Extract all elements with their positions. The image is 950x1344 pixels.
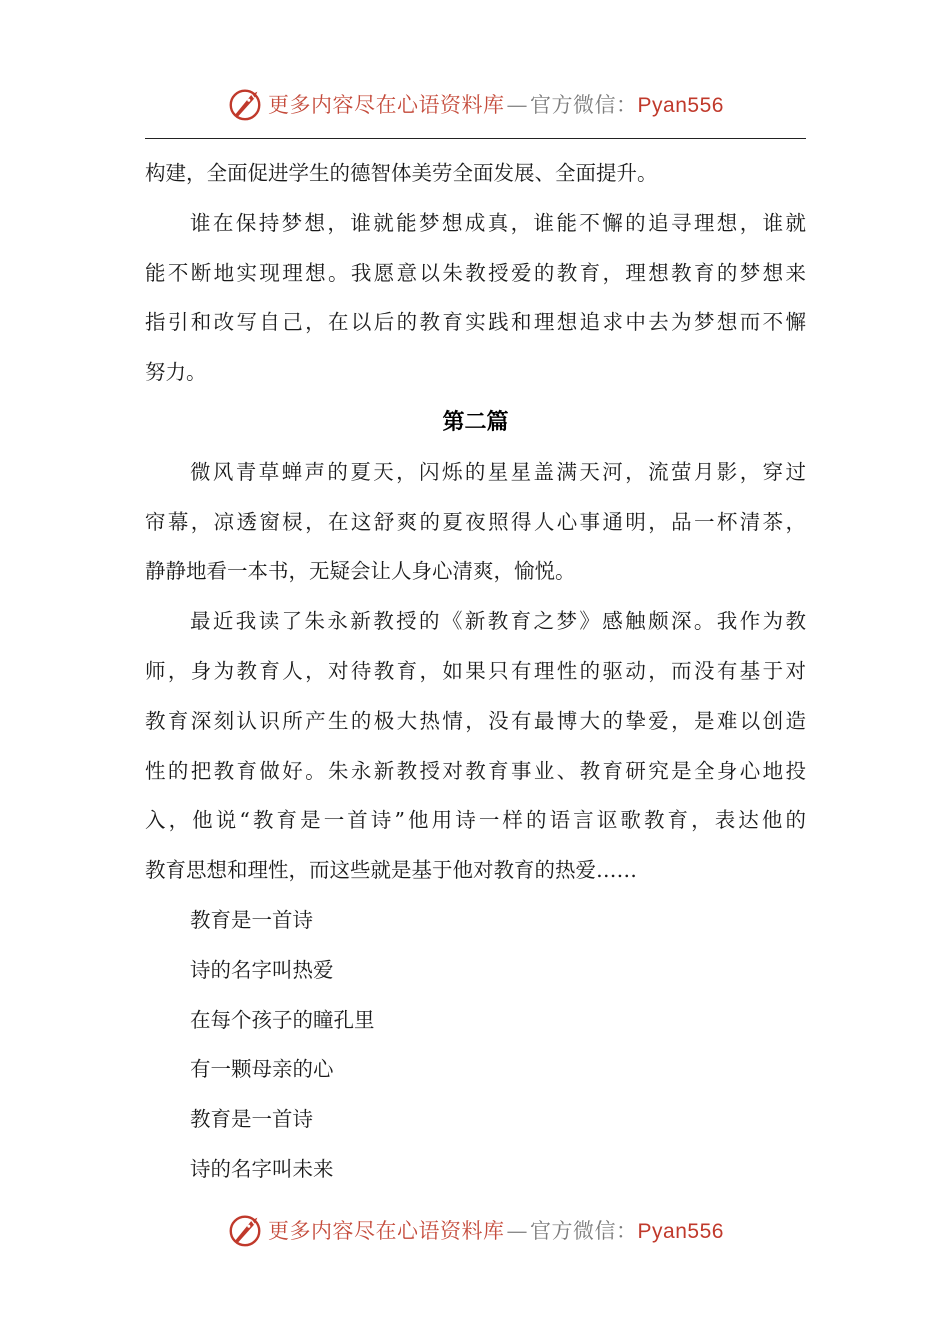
paragraph-3-line-1: 微风青草蝉声的夏天，闪烁的星星盖满天河，流萤月影，穿过: [190, 459, 806, 484]
footer-banner-text: [268, 1215, 724, 1245]
paragraph-2-line-3: 指引和改写自己，在以后的教育实践和理想追求中去为梦想而不懈: [145, 310, 806, 335]
header-dash: —: [506, 93, 529, 117]
paragraph-2-line-2: 能不断地实现理想。我愿意以朱教授爱的教育，理想教育的梦想来: [145, 260, 806, 285]
header-brand: 更多内容尽在心语资料库: [268, 93, 505, 117]
poem-line: 诗的名字叫未来: [190, 1156, 334, 1181]
poem-line: 在每个孩子的瞳孔里: [190, 1007, 375, 1032]
poem-line: 有一颗母亲的心: [190, 1057, 334, 1082]
footer-brand: 更多内容尽在心语资料库: [268, 1219, 505, 1243]
paragraph-2-line-4: 努力。: [145, 360, 207, 385]
paragraph-4-line-4: 性的把教育做好。朱永新教授对教育事业、教育研究是全身心地投: [145, 758, 806, 783]
paragraph-4-line-3: 教育深刻认识所产生的极大热情，没有最博大的挚爱，是难以创造: [145, 708, 806, 733]
document-body: [145, 149, 806, 1195]
poem-line: 教育是一首诗: [190, 907, 313, 932]
footer-dash: —: [506, 1219, 529, 1243]
poem-line: 诗的名字叫热爱: [190, 957, 334, 982]
section-heading: 第二篇: [442, 409, 509, 435]
header-divider: [145, 138, 806, 139]
paragraph-4-line-1: 最近我读了朱永新教授的《新教育之梦》感触颇深。我作为教: [190, 609, 806, 634]
footer-banner: [0, 1208, 950, 1252]
paragraph-4-line-6: 教育思想和理性，而这些就是基于他对教育的热爱……: [145, 858, 637, 883]
paragraph-3-line-2: 帘幕，凉透窗棂，在这舒爽的夏夜照得人心事通明，品一杯清茶，: [145, 509, 806, 534]
paragraph-4-line-5: 入，他说“教育是一首诗”他用诗一样的语言讴歌教育，表达他的: [145, 808, 806, 833]
pen-nib-circle-icon: [226, 85, 264, 123]
footer-wechat-id: Pyan556: [637, 1220, 724, 1243]
paragraph-2-line-1: 谁在保持梦想，谁就能梦想成真，谁能不懈的追寻理想，谁就: [190, 210, 806, 235]
footer-wechat-label: 官方微信：: [530, 1219, 638, 1243]
header-wechat-id: Pyan556: [637, 94, 724, 117]
poem-line: 教育是一首诗: [190, 1107, 313, 1132]
header-banner-text: [268, 89, 724, 119]
paragraph-1-line-1: 构建，全面促进学生的德智体美劳全面发展、全面提升。: [145, 161, 658, 185]
paragraph-3-line-3: 静静地看一本书，无疑会让人身心清爽，愉悦。: [145, 559, 576, 584]
paragraph-4-line-2: 师，身为教育人，对待教育，如果只有理性的驱动，而没有基于对: [145, 658, 806, 683]
header-wechat-label: 官方微信：: [530, 93, 638, 117]
pen-nib-circle-icon: [226, 1211, 264, 1249]
header-banner: [0, 82, 950, 126]
